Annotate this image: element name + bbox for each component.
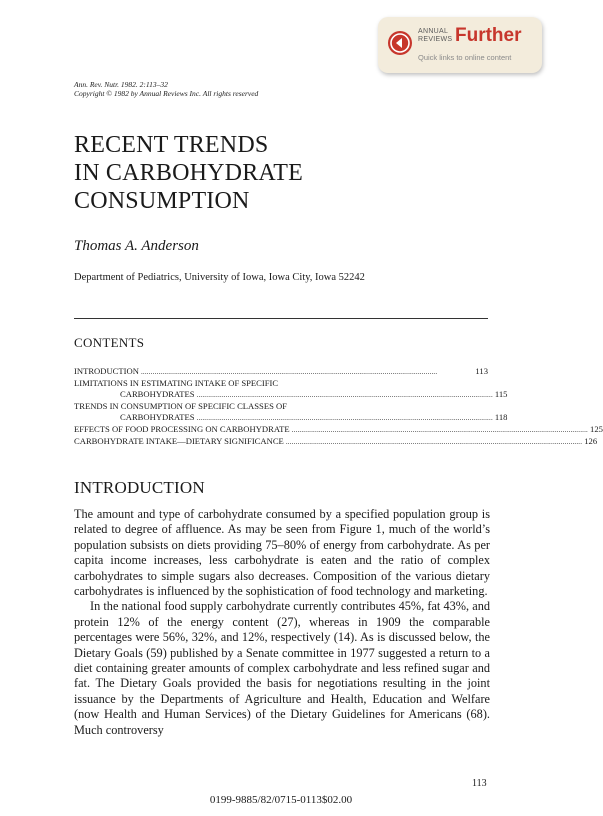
toc-entry-label: CARBOHYDRATE INTAKE—DIETARY SIGNIFICANCE bbox=[74, 436, 284, 446]
title-line: CONSUMPTION bbox=[74, 188, 250, 214]
article-title bbox=[74, 131, 303, 215]
divider bbox=[74, 318, 488, 319]
toc-entry-label: INTRODUCTION bbox=[74, 366, 139, 376]
toc-entry-page: 115 bbox=[494, 389, 508, 399]
toc-entry-page: 113 bbox=[475, 366, 488, 376]
section-heading-introduction: INTRODUCTION bbox=[74, 478, 205, 497]
paragraph: In the national food supply carbohydrate currently contributes 45%, fat 43%, and protein 12% of the energy content (27), whereas in 1909 the comparable percentages were 56%, 32%, and 12%, respectively (14). As is discussed below, the Dietary Goals (59) published by a Senate committee in 1977 suggested a return to a diet containing greater amounts of complex carbohydrate and less refined sugar and fat. The Dietary Goals provided the basis for negotiations resulting in the joint issuance by the Departments of Agriculture and Health, Education and Welfare (now Health and Human Services) of the Dietary Guidelines for Americans (68). Much controversy bbox=[74, 599, 490, 737]
toc-entry-label: CARBOHYDRATES bbox=[120, 389, 195, 399]
toc-leader-dots: ........................................................................................................................................................ bbox=[196, 391, 493, 399]
brand-line-1: ANNUAL bbox=[418, 28, 449, 35]
annual-reviews-further-badge[interactable] bbox=[378, 17, 542, 73]
annual-reviews-wordmark bbox=[418, 28, 452, 44]
author-name: Thomas A. Anderson bbox=[74, 238, 199, 254]
title-line: RECENT TRENDS bbox=[74, 132, 269, 158]
toc-leader-dots: ........................................................................................................................................................ bbox=[140, 368, 438, 376]
toc-entry[interactable] bbox=[74, 412, 508, 424]
further-label: Further bbox=[455, 25, 522, 46]
toc-entry[interactable] bbox=[74, 424, 603, 436]
toc-entry-label-line1: LIMITATIONS IN ESTIMATING INTAKE OF SPECIFIC bbox=[74, 378, 279, 388]
table-of-contents bbox=[74, 366, 603, 448]
citation-journal: Ann. Rev. Nutr. 1982. 2:113–32 bbox=[74, 80, 168, 89]
brand-line-2: REVIEWS bbox=[418, 36, 453, 43]
toc-leader-dots: ........................................................................................................................................................ bbox=[285, 438, 583, 446]
toc-entry[interactable] bbox=[74, 366, 488, 378]
toc-entry-continued-line[interactable] bbox=[74, 401, 488, 412]
toc-entry-label: EFFECTS OF FOOD PROCESSING ON CARBOHYDRATE bbox=[74, 424, 290, 434]
footer-article-code: 0199-9885/82/0715-0113$02.00 bbox=[209, 794, 353, 806]
toc-entry-label-line1: TRENDS IN CONSUMPTION OF SPECIFIC CLASSES OF bbox=[74, 401, 287, 411]
toc-entry-continued-line[interactable] bbox=[74, 378, 488, 389]
toc-entry-page: 126 bbox=[584, 436, 598, 446]
toc-leader-dots: ........................................................................................................................................................ bbox=[291, 426, 589, 434]
toc-entry-page: 118 bbox=[494, 412, 508, 422]
introduction-body bbox=[74, 507, 490, 738]
toc-entry[interactable] bbox=[74, 389, 508, 401]
toc-entry-label: CARBOHYDRATES bbox=[120, 412, 195, 422]
citation bbox=[74, 80, 258, 98]
toc-entry[interactable] bbox=[74, 436, 598, 448]
author-affiliation: Department of Pediatrics, University of Iowa, Iowa City, Iowa 52242 bbox=[74, 272, 365, 283]
quick-links-text: Quick links to online content bbox=[418, 53, 512, 62]
toc-leader-dots: ........................................................................................................................................................ bbox=[196, 414, 493, 422]
title-line: IN CARBOHYDRATE bbox=[74, 160, 304, 186]
contents-heading: CONTENTS bbox=[74, 335, 145, 350]
citation-copyright: Copyright © 1982 by Annual Reviews Inc. All rights reserved bbox=[74, 89, 259, 98]
paragraph: The amount and type of carbohydrate consumed by a specified population group is related to degree of affluence. As may be seen from Figure 1, much of the world’s population subsists on diets providing 75–80% of energy from carbohydrate. As per capita income increases, less carbohydrate is eaten and the ratio of complex carbohydrates to simple sugars also decreases. Composition of the various dietary carbohydrates is influenced by the sophistication of food technology and marketing. bbox=[74, 507, 490, 599]
annual-reviews-logo-icon bbox=[388, 31, 412, 55]
page-number: 113 bbox=[472, 778, 487, 789]
toc-entry-page: 125 bbox=[590, 424, 603, 434]
